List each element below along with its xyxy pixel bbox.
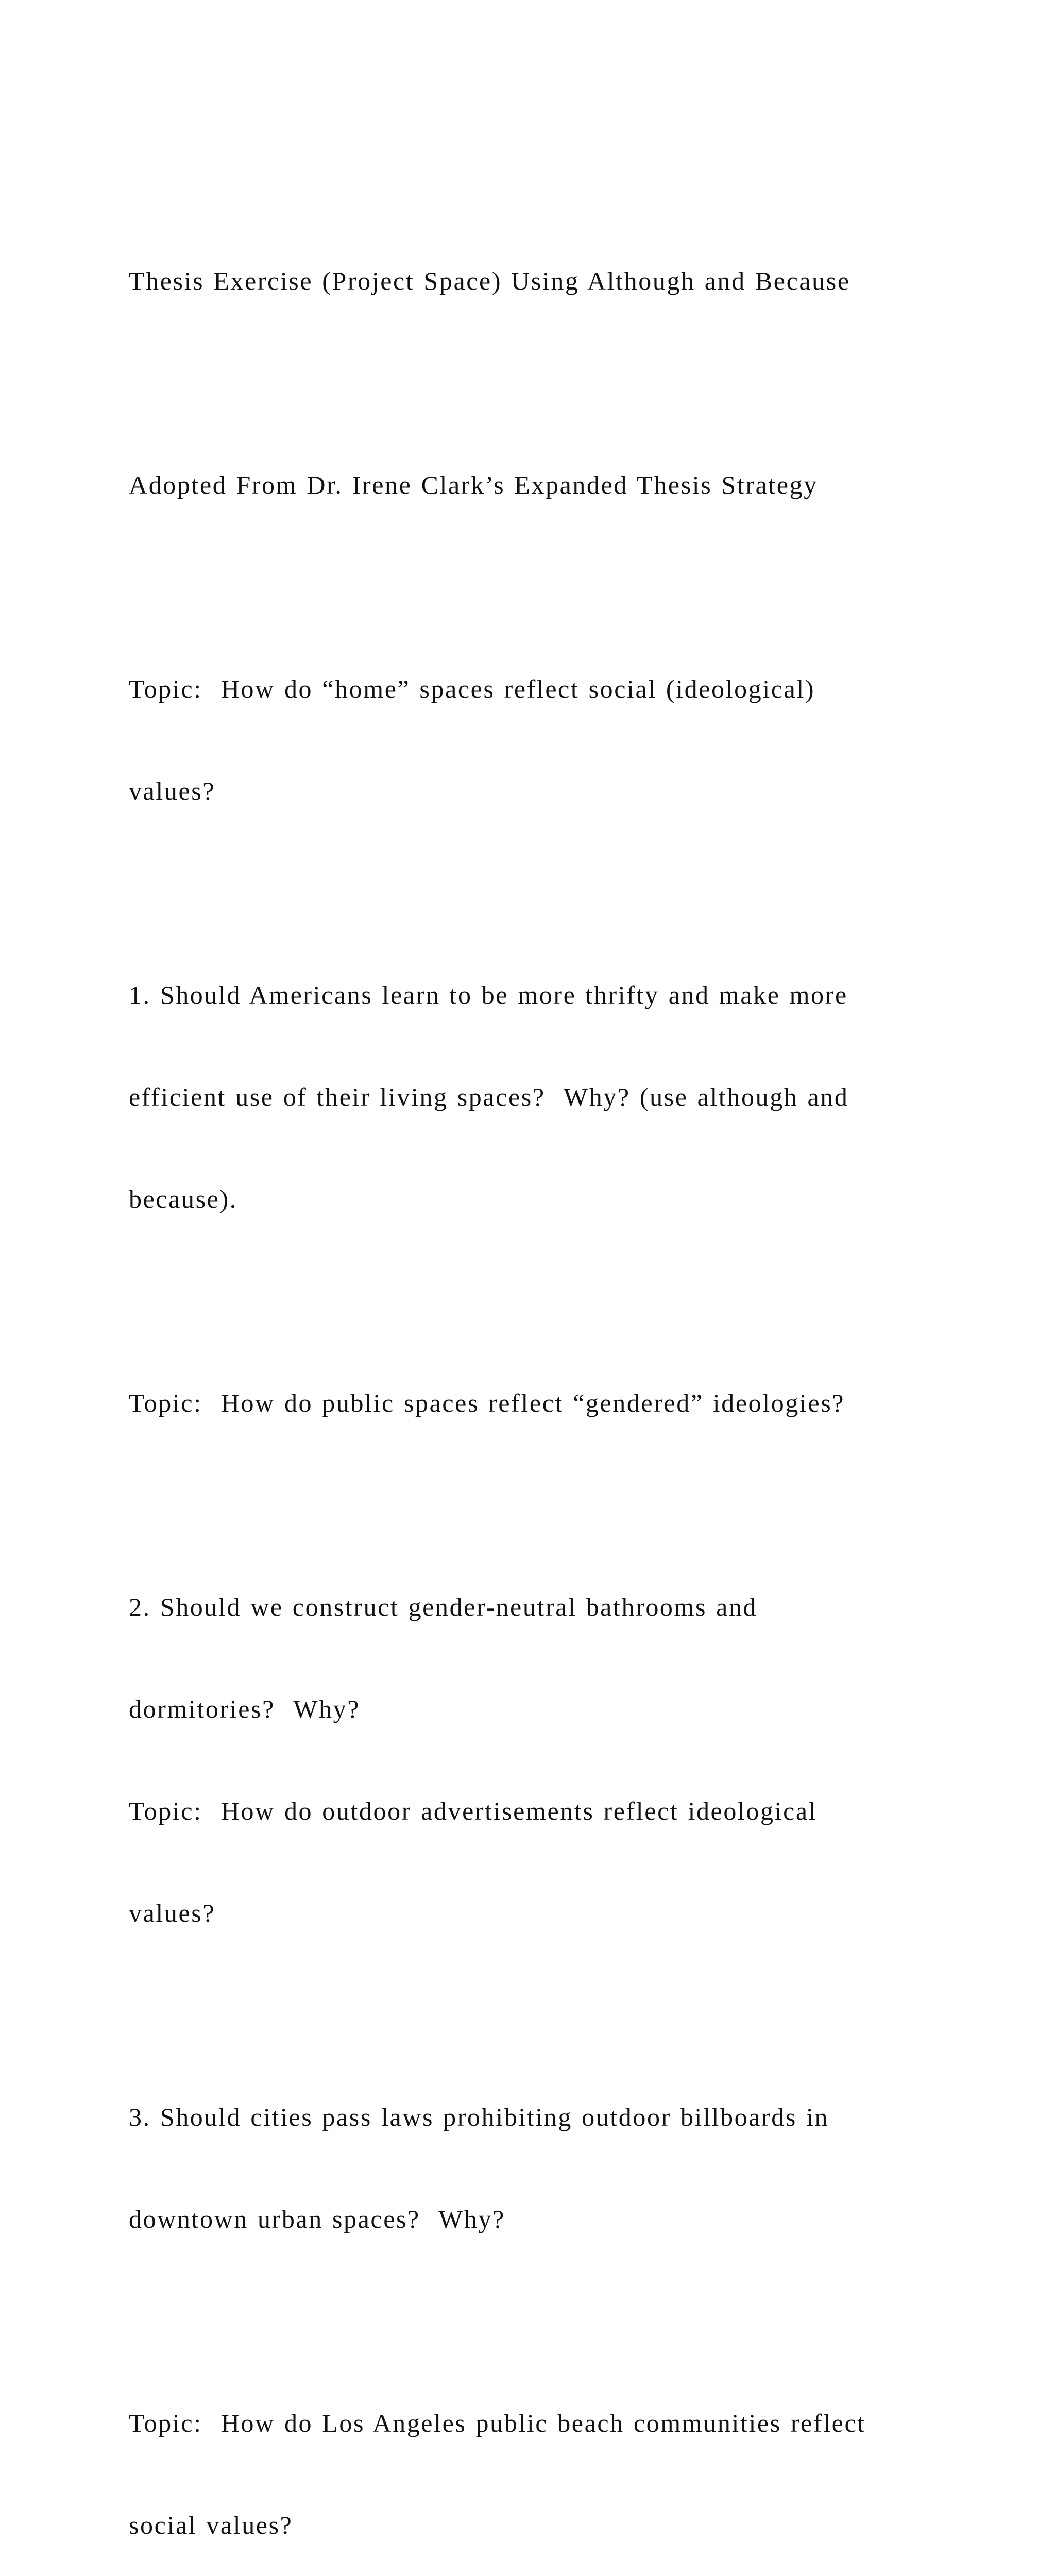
topic-paragraph	[129, 2338, 943, 2576]
document-subtitle	[129, 400, 943, 570]
text-line: Topic: How do outdoor advertisements reflect ideological	[129, 1797, 818, 1825]
text-line: values?	[129, 776, 216, 805]
text-line: because).	[129, 1184, 237, 1213]
text-line: downtown urban spaces? Why?	[129, 2205, 505, 2233]
topic-paragraph	[129, 1318, 943, 1488]
question-paragraph	[129, 2032, 943, 2304]
document-title	[129, 196, 943, 366]
question-paragraph	[129, 1522, 943, 1998]
text-line: 3. Should cities pass laws prohibiting outdoor billboards in	[129, 2103, 829, 2131]
text-line: 1. Should Americans learn to be more thrifty and make more	[129, 980, 848, 1009]
text-line: Adopted From Dr. Irene Clark’s Expanded Thesis Strategy	[129, 470, 818, 499]
text-line: values?	[129, 1899, 216, 1927]
text-line: Thesis Exercise (Project Space) Using Although and Because	[129, 266, 850, 295]
text-line: efficient use of their living spaces? Why? (use although and	[129, 1082, 849, 1111]
text-line: social values?	[129, 2511, 293, 2539]
text-line: Topic: How do public spaces reflect “gendered” ideologies?	[129, 1388, 845, 1417]
topic-paragraph	[129, 604, 943, 876]
text-line: Topic: How do “home” spaces reflect social (ideological)	[129, 674, 815, 703]
text-line: Topic: How do Los Angeles public beach communities reflect	[129, 2409, 866, 2437]
document-body	[129, 196, 943, 2576]
question-paragraph	[129, 910, 943, 1284]
text-line: dormitories? Why?	[129, 1694, 360, 1723]
text-line: 2. Should we construct gender-neutral bathrooms and	[129, 1592, 758, 1621]
